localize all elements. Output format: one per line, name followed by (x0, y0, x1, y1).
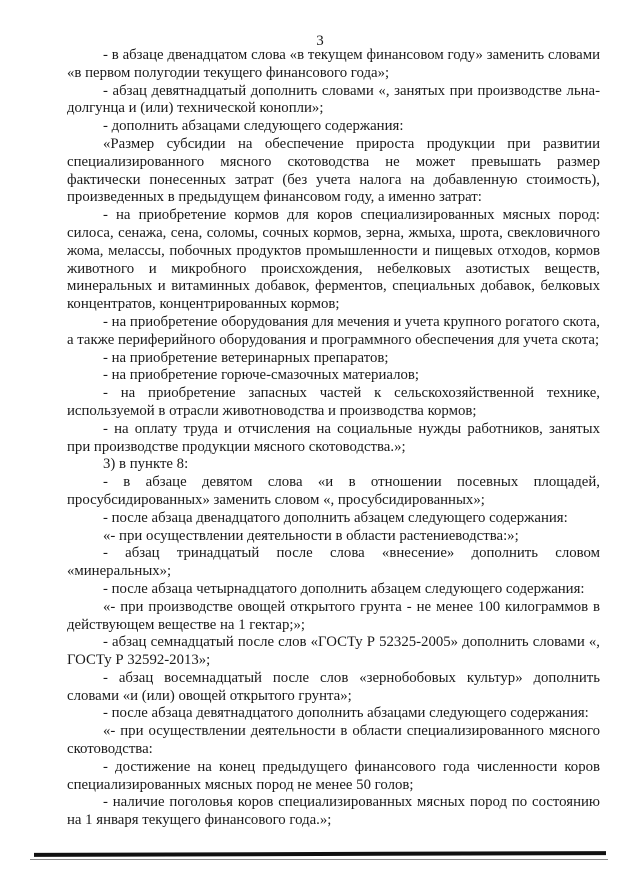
paragraph: - на приобретение кормов для коров специализированных мясных пород: силоса, сенажа, сена, соломы, сочных кормов, зерна, жмыха, шрота, свекловичного жома, мелассы, побочных продуктов промышленности и пищевых отходов, кормов животного и микробного происхождения, небелковых азотистых веществ, минеральных и витаминных добавок, ферментов, специальных добавок, белковых концентратов, концентрированных кормов; (67, 207, 600, 313)
paragraph: - дополнить абзацами следующего содержания: (103, 118, 404, 135)
paragraph: - после абзаца двенадцатого дополнить абзацем следующего содержания: (103, 509, 568, 526)
bottom-rule-shadow (30, 859, 608, 860)
paragraph: - в абзаце двенадцатом слова «в текущем финансовом году» заменить словами «в первом полугодии текущего финансового года»; (67, 47, 600, 81)
paragraph: - на оплату труда и отчисления на социальные нужды работников, занятых при производстве продукции мясного скотоводства.»; (67, 420, 600, 455)
paragraph: - после абзаца девятнадцатого дополнить абзацами следующего содержания: (103, 705, 589, 722)
paragraph: - на приобретение горюче-смазочных материалов; (103, 367, 419, 384)
paragraph: - после абзаца четырнадцатого дополнить абзацем следующего содержания: (103, 580, 585, 597)
paragraph: - абзац восемнадцатый после слов «зернобобовых культур» дополнить словами «и (или) овощей открытого грунта»; (67, 669, 600, 704)
bottom-rule (34, 851, 606, 857)
paragraph: - на приобретение оборудования для мечения и учета крупного рогатого скота, а также периферийного оборудования и программного обеспечения для учета скота; (67, 313, 600, 348)
paragraph: «- при производстве овощей открытого грунта - не менее 100 килограммов в действующем веществе на 1 гектар;»; (67, 598, 600, 633)
paragraph: - абзац девятнадцатый дополнить словами «, занятых при производстве льна-долгунца и (или) технической конопли»; (67, 82, 600, 117)
paragraph: «Размер субсидии на обеспечение прироста продукции при развитии специализированного мясного скотоводства не может превышать размер фактически понесенных затрат (без учета налога на добавленную стоимость), произведенных в предыдущем финансовом году, а именно затрат: (67, 135, 600, 206)
paragraph: - наличие поголовья коров специализированных мясных пород по состоянию на 1 января текущего финансового года.»; (67, 794, 600, 829)
paragraph: - в абзаце девятом слова «и в отношении посевных площадей, просубсидированных» заменить словом «, просубсидированных»; (67, 474, 600, 508)
paragraph: 3) в пункте 8: (103, 456, 189, 473)
page-number: 3 (316, 33, 324, 49)
paragraph: - на приобретение ветеринарных препаратов; (103, 349, 389, 366)
paragraph: - достижение на конец предыдущего финансового года численности коров специализированных мясных пород не менее 50 голов; (67, 758, 600, 793)
paragraph: «- при осуществлении деятельности в области растениеводства:»; (103, 527, 519, 544)
paragraph: «- при осуществлении деятельности в области специализированного мясного скотоводства: (67, 723, 600, 758)
paragraph: - абзац семнадцатый после слов «ГОСТу Р 52325-2005» дополнить словами «, ГОСТу Р 32592-2013»; (67, 634, 600, 669)
document-body (67, 47, 600, 830)
paragraph: - на приобретение запасных частей к сельскохозяйственной технике, используемой в отрасли животноводства и производства кормов; (67, 385, 600, 419)
paragraph: - абзац тринадцатый после слова «внесение» дополнить словом «минеральных»; (67, 545, 600, 580)
